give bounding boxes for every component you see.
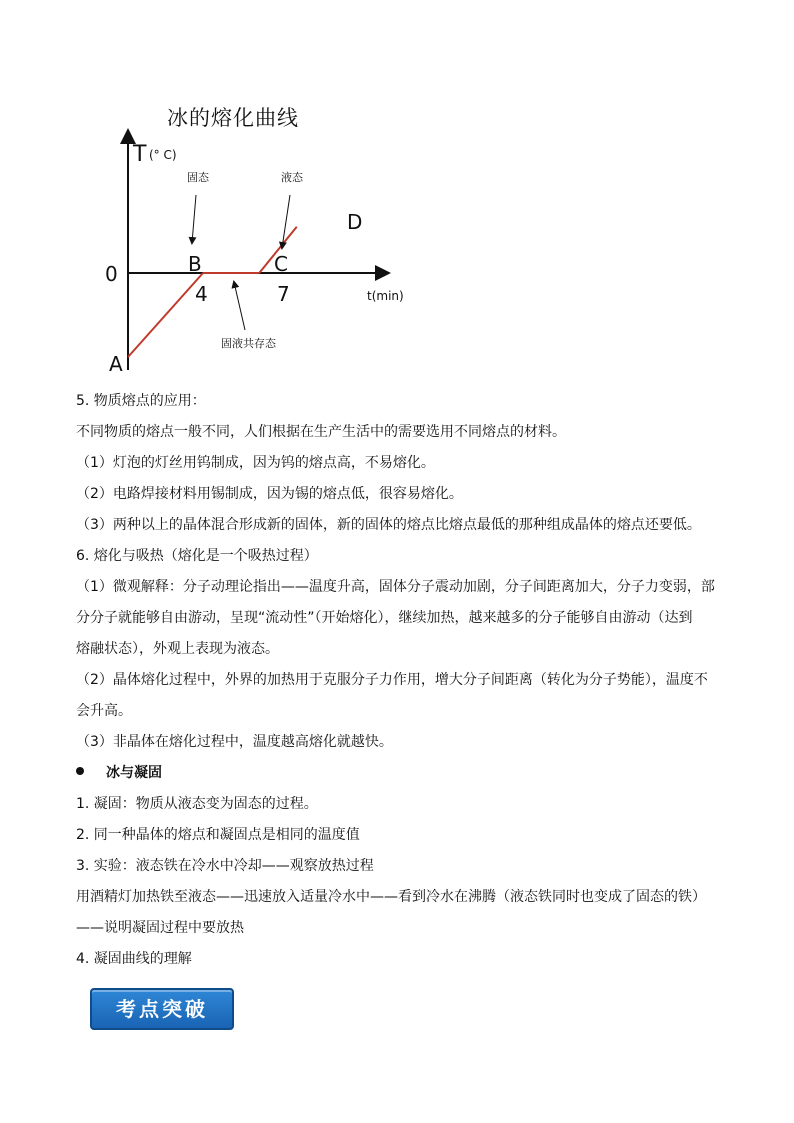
chart-title: 冰的熔化曲线 <box>167 106 299 130</box>
annotation-coexist: 固液共存态 <box>221 337 276 350</box>
list-item: 3. 实验：液态铁在冷水中冷却——观察放热过程 <box>76 858 374 874</box>
annotation-solid: 固态 <box>187 171 209 184</box>
paragraph-line: （1）微观解释：分子动理论指出——温度升高，固体分子震动加剧，分子间距离加大，分子力变弱，部 <box>76 579 715 595</box>
list-item: （3）两种以上的晶体混合形成新的固体，新的固体的熔点比熔点最低的那种组成晶体的熔点还要低。 <box>76 517 701 533</box>
curve-segment-ab <box>128 273 203 357</box>
x-axis-label: t(min) <box>367 289 404 303</box>
pointer-solid <box>192 195 196 243</box>
point-label-b: B <box>188 252 202 276</box>
origin-label: 0 <box>105 262 118 286</box>
paragraph-line: 用酒精灯加热铁至液态——迅速放入适量冷水中——看到冷水在沸腾（液态铁同时也变成了固态的铁） <box>76 889 706 905</box>
y-axis-label: T <box>133 142 147 167</box>
x-tick-7: 7 <box>277 282 290 306</box>
list-item: 2. 同一种晶体的熔点和凝固点是相同的温度值 <box>76 827 360 843</box>
paragraph-line: ——说明凝固过程中要放热 <box>76 920 244 936</box>
paragraph-line: 熔融状态），外观上表现为液态。 <box>76 641 279 657</box>
exam-points-badge: 考点突破 <box>90 988 234 1030</box>
y-axis-unit: (° C) <box>149 148 177 162</box>
list-item: （1）灯泡的灯丝用钨制成，因为钨的熔点高，不易熔化。 <box>76 455 435 471</box>
bullet-heading-text: 冰与凝固 <box>106 765 162 781</box>
paragraph-line: 分分子就能够自由游动，呈现“流动性”（开始熔化），继续加热，越来越多的分子能够自由游动（达到 <box>76 610 693 626</box>
melting-curve-chart <box>95 100 425 390</box>
section-6-heading: 6. 熔化与吸热（熔化是一个吸热过程） <box>76 548 318 564</box>
body-text <box>76 386 726 975</box>
list-item: 4. 凝固曲线的理解 <box>76 951 192 967</box>
annotation-liquid: 液态 <box>281 171 303 184</box>
paragraph-line: （2）晶体熔化过程中，外界的加热用于克服分子力作用，增大分子间距离（转化为分子势能），温度不 <box>76 672 708 688</box>
section-5-heading: 5. 物质熔点的应用： <box>76 393 206 409</box>
pointer-coexist <box>234 282 245 330</box>
list-item: 1. 凝固：物质从液态变为固态的过程。 <box>76 796 318 812</box>
bullet-heading <box>76 758 726 789</box>
point-label-a: A <box>109 352 123 376</box>
point-label-d: D <box>347 210 363 234</box>
list-item: （2）电路焊接材料用锡制成，因为锡的熔点低，很容易熔化。 <box>76 486 463 502</box>
paragraph: 不同物质的熔点一般不同，人们根据在生产生活中的需要选用不同熔点的材料。 <box>76 424 566 440</box>
bullet-icon <box>76 767 84 775</box>
point-label-c: C <box>274 252 288 276</box>
paragraph-line: 会升高。 <box>76 703 132 719</box>
list-item: （3）非晶体在熔化过程中，温度越高熔化就越快。 <box>76 734 393 750</box>
x-tick-4: 4 <box>195 282 208 306</box>
